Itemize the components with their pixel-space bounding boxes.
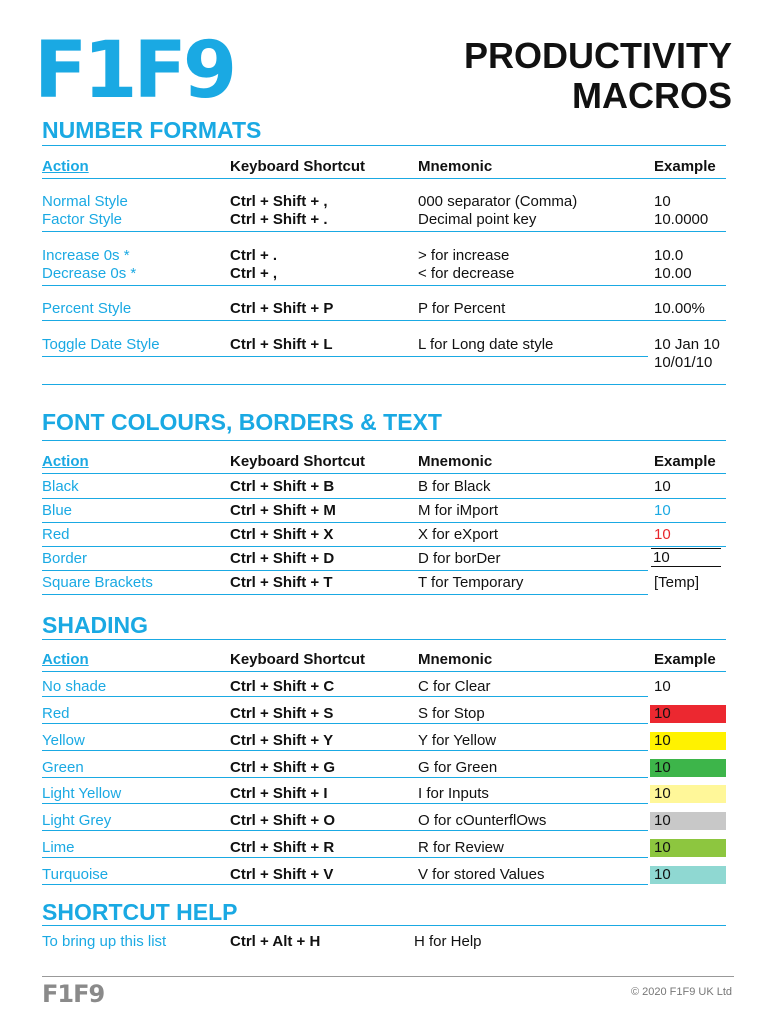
example-value: [Temp] — [654, 574, 700, 591]
column-header-action: Action — [42, 453, 89, 470]
row-rule — [42, 803, 648, 804]
action-label: No shade — [42, 678, 107, 695]
footer-logo: F1F9 — [42, 980, 105, 1008]
row-rule — [42, 723, 648, 724]
mnemonic-text: P for Percent — [418, 300, 506, 317]
action-label: Factor Style — [42, 211, 123, 228]
mnemonic-text: Y for Yellow — [418, 732, 497, 749]
column-header-mnemonic: Mnemonic — [418, 158, 493, 175]
shortcut-keys: Ctrl + Shift + X — [230, 526, 334, 543]
action-label: Green — [42, 759, 84, 776]
shortcut-keys: Ctrl + Shift + C — [230, 678, 335, 695]
section-rule — [42, 639, 726, 640]
action-label: Percent Style — [42, 300, 132, 317]
mnemonic-text: L for Long date style — [418, 336, 554, 353]
f1f9-logo: F1F9 — [34, 26, 234, 116]
action-label: Light Grey — [42, 812, 112, 829]
action-label: Normal Style — [42, 193, 128, 210]
row-rule — [42, 356, 648, 357]
example-value: 10 — [654, 502, 671, 519]
row-rule — [42, 320, 726, 321]
shortcut-keys: Ctrl + Shift + I — [230, 785, 328, 802]
row-rule — [42, 777, 648, 778]
row-rule — [42, 696, 648, 697]
shade-swatch-light-grey: 10 — [650, 812, 726, 830]
shortcut-keys: Ctrl + . — [230, 247, 278, 264]
action-label: Yellow — [42, 732, 85, 749]
mnemonic-text: > for increase — [418, 247, 510, 264]
shade-swatch-red: 10 — [650, 705, 726, 723]
row-rule — [42, 522, 726, 523]
section-title-number-formats: NUMBER FORMATS — [42, 117, 262, 143]
mnemonic-text: R for Review — [418, 839, 504, 856]
mnemonic-text: 000 separator (Comma) — [418, 193, 578, 210]
action-label: Red — [42, 526, 70, 543]
row-rule — [42, 750, 648, 751]
shortcut-keys: Ctrl + Shift + P — [230, 300, 334, 317]
section-rule — [42, 925, 726, 926]
shade-swatch-light-yellow: 10 — [650, 785, 726, 803]
section-rule — [42, 440, 726, 441]
mnemonic-text: H for Help — [414, 933, 482, 950]
shade-swatch-none: 10 — [654, 678, 671, 695]
action-label: Square Brackets — [42, 574, 153, 591]
shortcut-keys: Ctrl + Shift + . — [230, 211, 328, 228]
shortcut-keys: Ctrl + Shift + M — [230, 502, 336, 519]
row-rule — [42, 178, 726, 179]
row-rule — [42, 884, 648, 885]
action-label: Light Yellow — [42, 785, 122, 802]
page-title — [464, 36, 732, 116]
column-header-example: Example — [654, 453, 716, 470]
column-header-action: Action — [42, 651, 89, 668]
mnemonic-text: D for borDer — [418, 550, 501, 567]
column-header-example: Example — [654, 651, 716, 668]
mnemonic-text: T for Temporary — [418, 574, 524, 591]
section-title-shortcut-help: SHORTCUT HELP — [42, 899, 238, 925]
row-rule — [42, 594, 648, 595]
example-value: 10 — [654, 526, 671, 543]
example-value-alt: 10/01/10 — [654, 354, 713, 371]
shortcut-keys: Ctrl + Shift + L — [230, 336, 333, 353]
example-value: 10 Jan 10 — [654, 336, 720, 353]
shortcut-keys: Ctrl + Shift + G — [230, 759, 336, 776]
shortcut-keys: Ctrl + Shift + , — [230, 193, 328, 210]
action-label: Black — [42, 478, 79, 495]
shade-swatch-lime: 10 — [650, 839, 726, 857]
mnemonic-text: O for cOunterflOws — [418, 812, 547, 829]
example-value: 10.00% — [654, 300, 705, 317]
column-header-shortcut: Keyboard Shortcut — [230, 453, 366, 470]
column-header-example: Example — [654, 158, 716, 175]
shortcut-keys: Ctrl + Shift + B — [230, 478, 335, 495]
page-title-line-1: PRODUCTIVITY — [463, 35, 732, 76]
copyright-text: © 2020 F1F9 UK Ltd — [630, 986, 732, 998]
mnemonic-text: Decimal point key — [418, 211, 537, 228]
column-header-mnemonic: Mnemonic — [418, 453, 493, 470]
shade-swatch-yellow: 10 — [650, 732, 726, 750]
action-label: Red — [42, 705, 70, 722]
mnemonic-text: V for stored Values — [418, 866, 545, 883]
shortcut-keys: Ctrl + Shift + O — [230, 812, 336, 829]
example-value: 10.0 — [654, 247, 684, 264]
shade-swatch-turquoise: 10 — [650, 866, 726, 884]
shortcut-keys: Ctrl + Shift + Y — [230, 732, 334, 749]
section-title-font-colours: FONT COLOURS, BORDERS & TEXT — [42, 409, 442, 435]
action-label: Decrease 0s * — [42, 265, 137, 282]
row-rule — [42, 546, 726, 547]
shortcut-keys: Ctrl + Shift + D — [230, 550, 335, 567]
action-label: Turquoise — [42, 866, 109, 883]
action-label: Blue — [42, 502, 73, 519]
mnemonic-text: B for Black — [418, 478, 491, 495]
column-header-shortcut: Keyboard Shortcut — [230, 158, 366, 175]
example-value: 10 — [654, 478, 671, 495]
column-header-mnemonic: Mnemonic — [418, 651, 493, 668]
shade-swatch-green: 10 — [650, 759, 726, 777]
row-rule — [42, 570, 648, 571]
page-title-line-2: MACROS — [572, 75, 732, 116]
action-label: Increase 0s * — [42, 247, 130, 264]
example-value-bordered: 10 — [651, 548, 721, 567]
action-label: Toggle Date Style — [42, 336, 160, 353]
row-rule — [42, 857, 648, 858]
row-rule — [42, 384, 726, 385]
mnemonic-text: M for iMport — [418, 502, 499, 519]
shortcut-keys: Ctrl + , — [230, 265, 278, 282]
column-header-action: Action — [42, 158, 89, 175]
row-rule — [42, 498, 726, 499]
row-rule — [42, 231, 726, 232]
column-header-shortcut: Keyboard Shortcut — [230, 651, 366, 668]
row-rule — [42, 285, 726, 286]
example-value: 10.00 — [654, 265, 692, 282]
action-label: Lime — [42, 839, 75, 856]
mnemonic-text: C for Clear — [418, 678, 491, 695]
shortcut-keys: Ctrl + Shift + V — [230, 866, 334, 883]
shortcut-keys: Ctrl + Alt + H — [230, 933, 321, 950]
example-value: 10.0000 — [654, 211, 709, 228]
mnemonic-text: < for decrease — [418, 265, 515, 282]
action-label: To bring up this list — [42, 933, 167, 950]
action-label: Border — [42, 550, 88, 567]
mnemonic-text: X for eXport — [418, 526, 499, 543]
footer-rule — [42, 976, 734, 977]
shortcut-keys: Ctrl + Shift + R — [230, 839, 335, 856]
shortcut-keys: Ctrl + Shift + T — [230, 574, 333, 591]
mnemonic-text: I for Inputs — [418, 785, 489, 802]
shortcut-keys: Ctrl + Shift + S — [230, 705, 334, 722]
section-title-shading: SHADING — [42, 612, 149, 638]
mnemonic-text: S for Stop — [418, 705, 485, 722]
row-rule — [42, 473, 726, 474]
row-rule — [42, 671, 726, 672]
example-value: 10 — [654, 193, 671, 210]
mnemonic-text: G for Green — [418, 759, 498, 776]
row-rule — [42, 830, 648, 831]
section-rule — [42, 145, 726, 146]
